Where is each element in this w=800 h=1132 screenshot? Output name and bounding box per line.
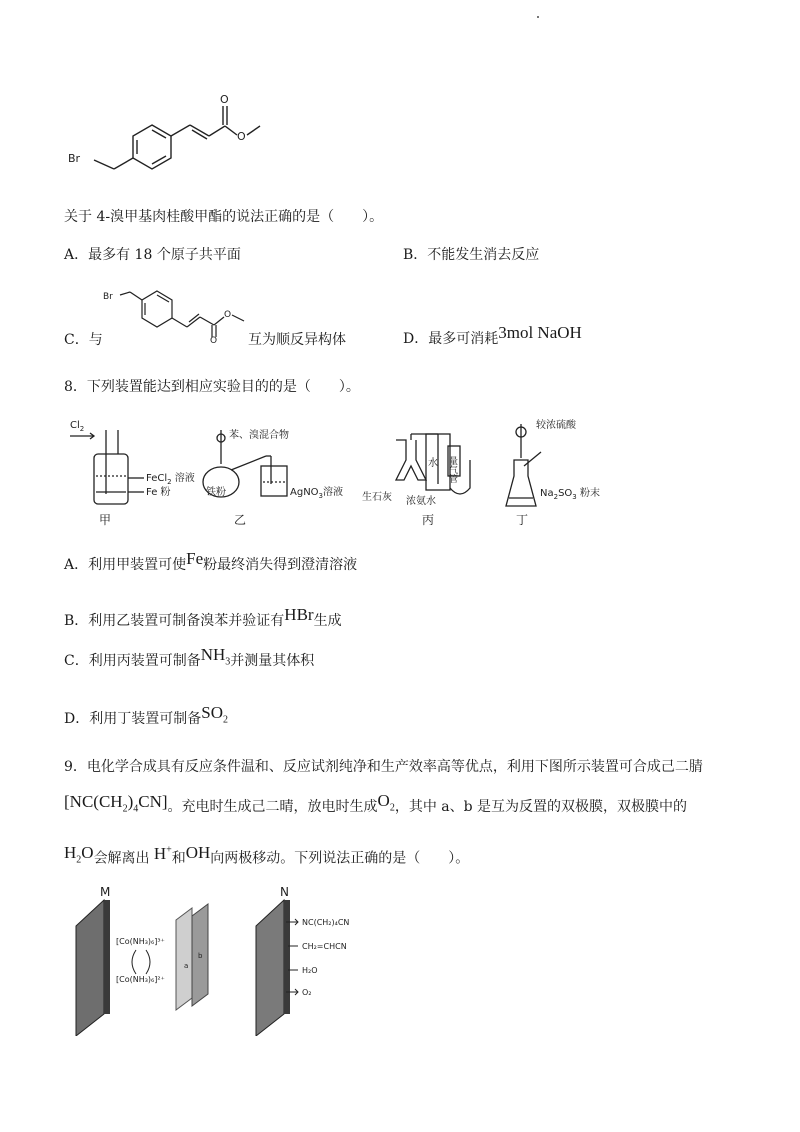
carbonyl-o-label: O	[220, 93, 229, 106]
ester-o-label: O	[237, 130, 246, 143]
membrane-b-label: b	[198, 952, 203, 960]
q8-option-d[interactable]: D．利用丁装置可制备$SO_2$	[64, 703, 228, 727]
product-adiponitrile: NC(CH₂)₄CN	[302, 918, 350, 927]
membrane-a	[176, 908, 192, 1010]
bing-ammonia-label: 浓氨水	[406, 496, 436, 507]
q8-stem: 8．下列装置能达到相应实验目的的是（ ）。	[64, 379, 360, 395]
q8-option-b[interactable]: B．利用乙装置可制备溴苯并验证有HBr生成	[64, 605, 342, 629]
page-dot	[537, 16, 539, 18]
q9-formula-adiponitrile: $[NC(CH_2)_4CN]$	[64, 792, 168, 815]
electrode-n-label: N	[280, 886, 289, 899]
bromine-label: Br	[68, 152, 81, 165]
reactant-water: H₂O	[302, 966, 318, 975]
bing-caption: 丙	[422, 513, 435, 527]
membrane-a-label: a	[184, 962, 189, 970]
q7-option-a[interactable]: A．最多有 18 个原子共平面	[64, 247, 241, 263]
q7-option-d[interactable]	[403, 323, 582, 349]
electrode-m	[76, 900, 104, 1036]
q8-apparatus-figure	[66, 414, 626, 532]
carbonyl-o-label-small: O	[210, 336, 218, 343]
ester-o-label-small: O	[224, 310, 232, 320]
jia-caption: 甲	[99, 513, 112, 527]
bing-tube-label: 量气管	[447, 456, 457, 483]
q9-cell-figure	[66, 886, 426, 1036]
jia-fe-label: Fe 粉	[146, 487, 171, 498]
electrode-n	[256, 900, 284, 1036]
q7-stem: 关于 4-溴甲基肉桂酸甲酯的说法正确的是（ ）。	[64, 209, 384, 225]
ion-label-1: [Co(NH₃)₆]³⁺	[116, 937, 165, 946]
yi-agno3-label: AgNO$_3$溶液	[290, 487, 344, 500]
yi-caption: 乙	[234, 513, 247, 527]
q9-line-3: $H_2O$会解离出 H+和OH向两极移动。下列说法正确的是（ ）。	[64, 842, 470, 867]
ding-na2so3-label: $Na_2SO_3$ 粉末	[540, 488, 600, 501]
q8-option-c[interactable]: C．利用丙装置可制备$NH_3$并测量其体积	[64, 645, 315, 669]
q7-option-b[interactable]: B．不能发生消去反应	[403, 247, 540, 263]
ion-label-2: [Co(NH₃)₆]²⁺	[116, 975, 165, 984]
benzene-ring	[133, 125, 171, 169]
q7-option-c-suffix: 互为顺反异构体	[248, 332, 346, 348]
yi-iron-label: 铁粉	[206, 487, 226, 498]
q7-option-d-value: 3mol NaOH	[498, 323, 582, 342]
jia-gas-label: $Cl_2$	[70, 420, 85, 433]
product-oxygen: O₂	[302, 988, 312, 997]
q7-option-c-prefix[interactable]: C．与	[64, 332, 103, 348]
bromine-label-small: Br	[103, 292, 113, 302]
bing-lime-label: 生石灰	[362, 492, 392, 503]
q7-option-d-prefix: D．最多可消耗	[403, 331, 499, 347]
ding-acid-label: 较浓硫酸	[536, 420, 576, 431]
q8-option-a[interactable]: A．利用甲装置可使Fe粉最终消失得到澄清溶液	[64, 549, 358, 573]
yi-top-label: 苯、溴混合物	[229, 430, 289, 441]
molecule-structure-small	[100, 275, 260, 343]
ding-caption: 丁	[516, 513, 529, 527]
jia-solution-label: FeCl$_2$ 溶液	[146, 473, 195, 486]
electrode-m-label: M	[100, 886, 111, 899]
q9-line-1: 9．电化学合成具有反应条件温和、反应试剂纯净和生产效率高等优点，利用下图所示装置可合成己二腈	[64, 759, 703, 775]
q9-line-2: $[NC(CH_2)_4CN]$。充电时生成己二晴，放电时生成$O_2$，其中 a、b 是互为反置的双极膜，双极膜中的	[64, 791, 688, 815]
bing-water-label: 水	[428, 458, 438, 469]
reactant-acrylonitrile: CH₂=CHCN	[302, 942, 347, 951]
molecule-structure	[62, 88, 262, 178]
